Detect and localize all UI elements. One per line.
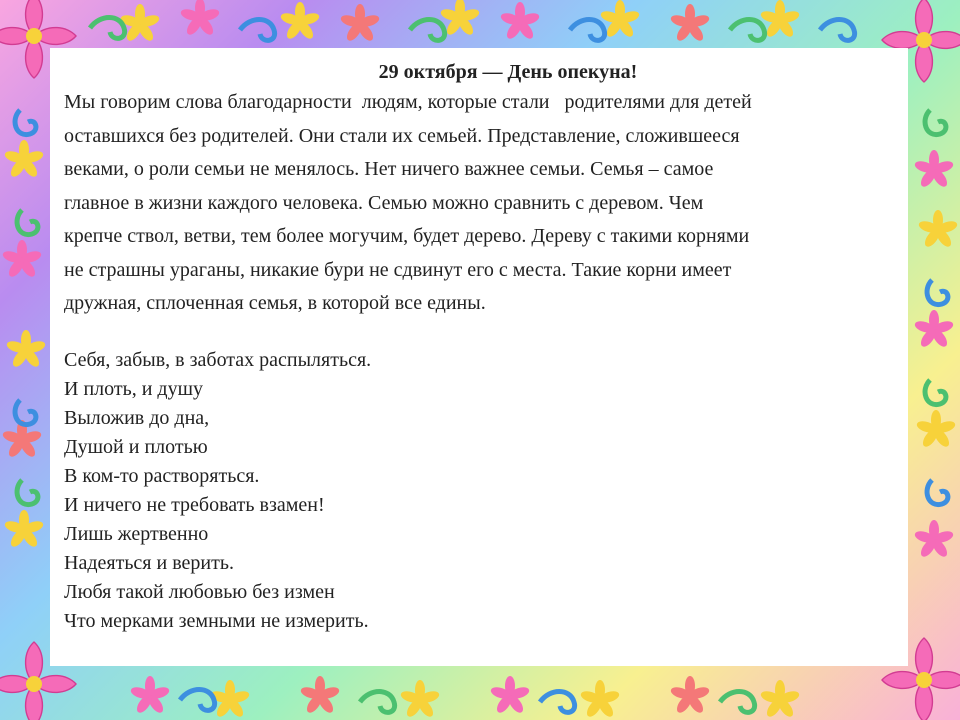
- paragraph-line: дружная, сплоченная семья, в которой все едины.: [64, 292, 486, 314]
- document-body: [64, 58, 904, 636]
- flower-icon: [913, 310, 954, 349]
- flower-icon: [179, 0, 220, 37]
- flower-icon: [399, 680, 440, 719]
- paragraph-line: не страшны ураганы, никакие бури не сдвинут его с места. Такие корни имеет: [64, 258, 732, 281]
- flower-icon: [669, 4, 710, 43]
- flower-icon: [5, 330, 46, 369]
- poem-line: В ком-то растворяться.: [64, 464, 260, 487]
- poem-line: И плоть, и душу: [64, 377, 204, 400]
- poem-line: Любя такой любовью без измен: [64, 580, 335, 603]
- flower-icon: [129, 676, 170, 715]
- flower-icon: [279, 2, 320, 41]
- flower-icon: [913, 150, 954, 189]
- poem: [64, 346, 904, 636]
- paragraph-line: веками, о роли семьи не менялось. Нет ничего важнее семьи. Семья – самое: [64, 158, 714, 180]
- flower-icon: [489, 676, 530, 715]
- poem-line: Надеяться и верить.: [64, 551, 234, 574]
- intro-paragraph: [64, 86, 904, 321]
- flower-icon: [499, 2, 540, 41]
- flower-icon: [119, 4, 160, 43]
- flower-icon: [3, 510, 44, 549]
- poem-line: И ничего не требовать взамен!: [64, 493, 325, 516]
- poem-line: Выложив до дна,: [64, 406, 210, 429]
- paragraph-line: главное в жизни каждого человека. Семью можно сравнить с деревом. Чем: [64, 191, 704, 214]
- flower-icon: [339, 4, 380, 43]
- flower-icon: [579, 680, 620, 719]
- paragraph-line: крепче ствол, ветви, тем более могучим, будет дерево. Дереву с такими корнями: [64, 225, 750, 247]
- poem-line: Что мерками земными не измерить.: [64, 609, 369, 632]
- poem-line: Себя, забыв, в заботах распыляться.: [64, 348, 372, 371]
- swirl-icon: [180, 690, 755, 713]
- flower-icon: [915, 410, 956, 449]
- flower-icon: [917, 210, 958, 249]
- flower-icon: [3, 140, 44, 179]
- poem-line: Лишь жертвенно: [64, 522, 209, 545]
- paragraph-line: Мы говорим слова благодарности людям, которые стали родителями для детей: [64, 91, 752, 113]
- poem-line: Душой и плотью: [64, 435, 208, 458]
- page-title: 29 октября — День опекуна!: [378, 61, 638, 83]
- paragraph-line: оставшихся без родителей. Они стали их семьей. Представление, сложившееся: [64, 124, 740, 147]
- flower-icon: [1, 240, 42, 279]
- flower-icon: [759, 680, 800, 719]
- flower-icon: [669, 676, 710, 715]
- flower-icon: [913, 520, 954, 559]
- flower-icon: [299, 676, 340, 715]
